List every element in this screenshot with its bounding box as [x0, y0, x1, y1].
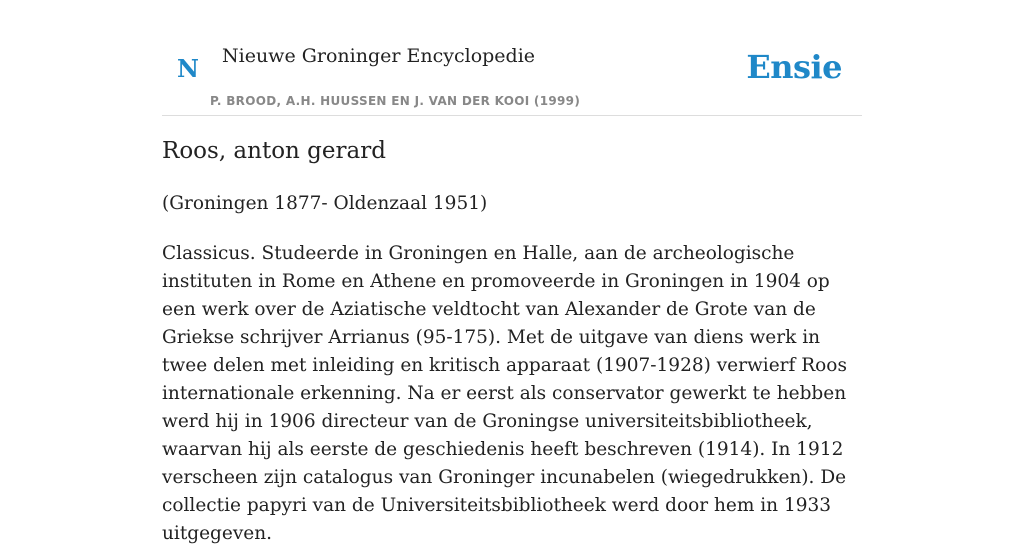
book-header — [162, 0, 862, 116]
entry-page — [162, 0, 862, 544]
entry-title: Roos, anton gerard — [162, 138, 386, 164]
entry-body: Classicus. Studeerde in Groningen en Halle, aan de archeologische instituten in Rome en Athene en promoveerde in Groningen in 1904 op een werk over de Aziatische veldtocht van Alexander de Grote van de Griekse schrijver Arrianus (95-175). Met de uitgave van diens werk in twee delen met inleiding en kritisch apparaat (1907-1928) verwierf Roos internationale erkenning. Na er eerst als conservator gewerkt te hebben werd hij in 1906 directeur van de Groningse universiteitsbibliotheek, waarvan hij als eerste de geschiedenis heeft beschreven (1914). In 1912 verscheen zijn catalogus van Groninger incunabelen (wiegedrukken). De collectie papyri van de Universiteitsbibliotheek werd door hem in 1933 uitgegeven. — [162, 243, 847, 544]
book-authors: P. BROOD, A.H. HUUSSEN EN J. VAN DER KOOI (1999) — [210, 94, 581, 108]
book-title-link[interactable]: Nieuwe Groninger Encyclopedie — [222, 45, 536, 67]
ensie-logo-link[interactable]: Ensie — [746, 48, 842, 86]
book-logo[interactable]: N — [177, 54, 199, 83]
entry-subtitle: (Groningen 1877- Oldenzaal 1951) — [162, 193, 488, 214]
